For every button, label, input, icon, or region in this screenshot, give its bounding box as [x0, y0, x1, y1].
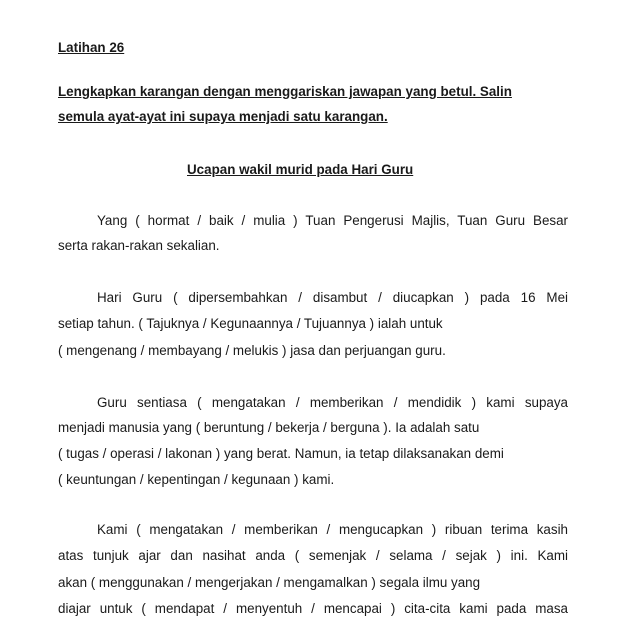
paragraph-2-line-1: Hari Guru ( dipersembahkan / disambut / diucapkan ) pada 16 Mei	[97, 290, 568, 305]
paragraph-4-line-3: akan ( menggunakan / mengerjakan / mengamalkan ) segala ilmu yang	[58, 575, 481, 590]
paragraph-4-line-4: diajar untuk ( mendapat / menyentuh / mencapai ) cita-cita kami pada masa	[58, 601, 568, 616]
instruction-line-1: Lengkapkan karangan dengan menggariskan jawapan yang betul. Salin	[58, 84, 512, 99]
paragraph-3-line-1: Guru sentiasa ( mengatakan / memberikan / mendidik ) kami supaya	[97, 395, 568, 410]
essay-title: Ucapan wakil murid pada Hari Guru	[187, 162, 414, 177]
paragraph-3-line-4: ( keuntungan / kepentingan / kegunaan ) kami.	[58, 472, 335, 487]
paragraph-2-line-2: setiap tahun. ( Tajuknya / Kegunaannya / Tujuannya ) ialah untuk	[58, 316, 443, 331]
exercise-title: Latihan 26	[58, 40, 125, 55]
paragraph-3-line-2: menjadi manusia yang ( beruntung / bekerja / berguna ). Ia adalah satu	[58, 420, 480, 435]
paragraph-2-line-3: ( mengenang / membayang / melukis ) jasa dan perjuangan guru.	[58, 343, 446, 358]
paragraph-1-line-1: Yang ( hormat / baik / mulia ) Tuan Pengerusi Majlis, Tuan Guru Besar	[97, 213, 568, 228]
paragraph-4-line-1: Kami ( mengatakan / memberikan / mengucapkan ) ribuan terima kasih	[97, 522, 568, 537]
paragraph-4-line-2: atas tunjuk ajar dan nasihat anda ( semenjak / selama / sejak ) ini. Kami	[58, 548, 568, 563]
instruction-line-2: semula ayat-ayat ini supaya menjadi satu karangan.	[58, 109, 388, 124]
paragraph-1-line-2: serta rakan-rakan sekalian.	[58, 238, 220, 253]
paragraph-3-line-3: ( tugas / operasi / lakonan ) yang berat. Namun, ia tetap dilaksanakan demi	[58, 446, 504, 461]
